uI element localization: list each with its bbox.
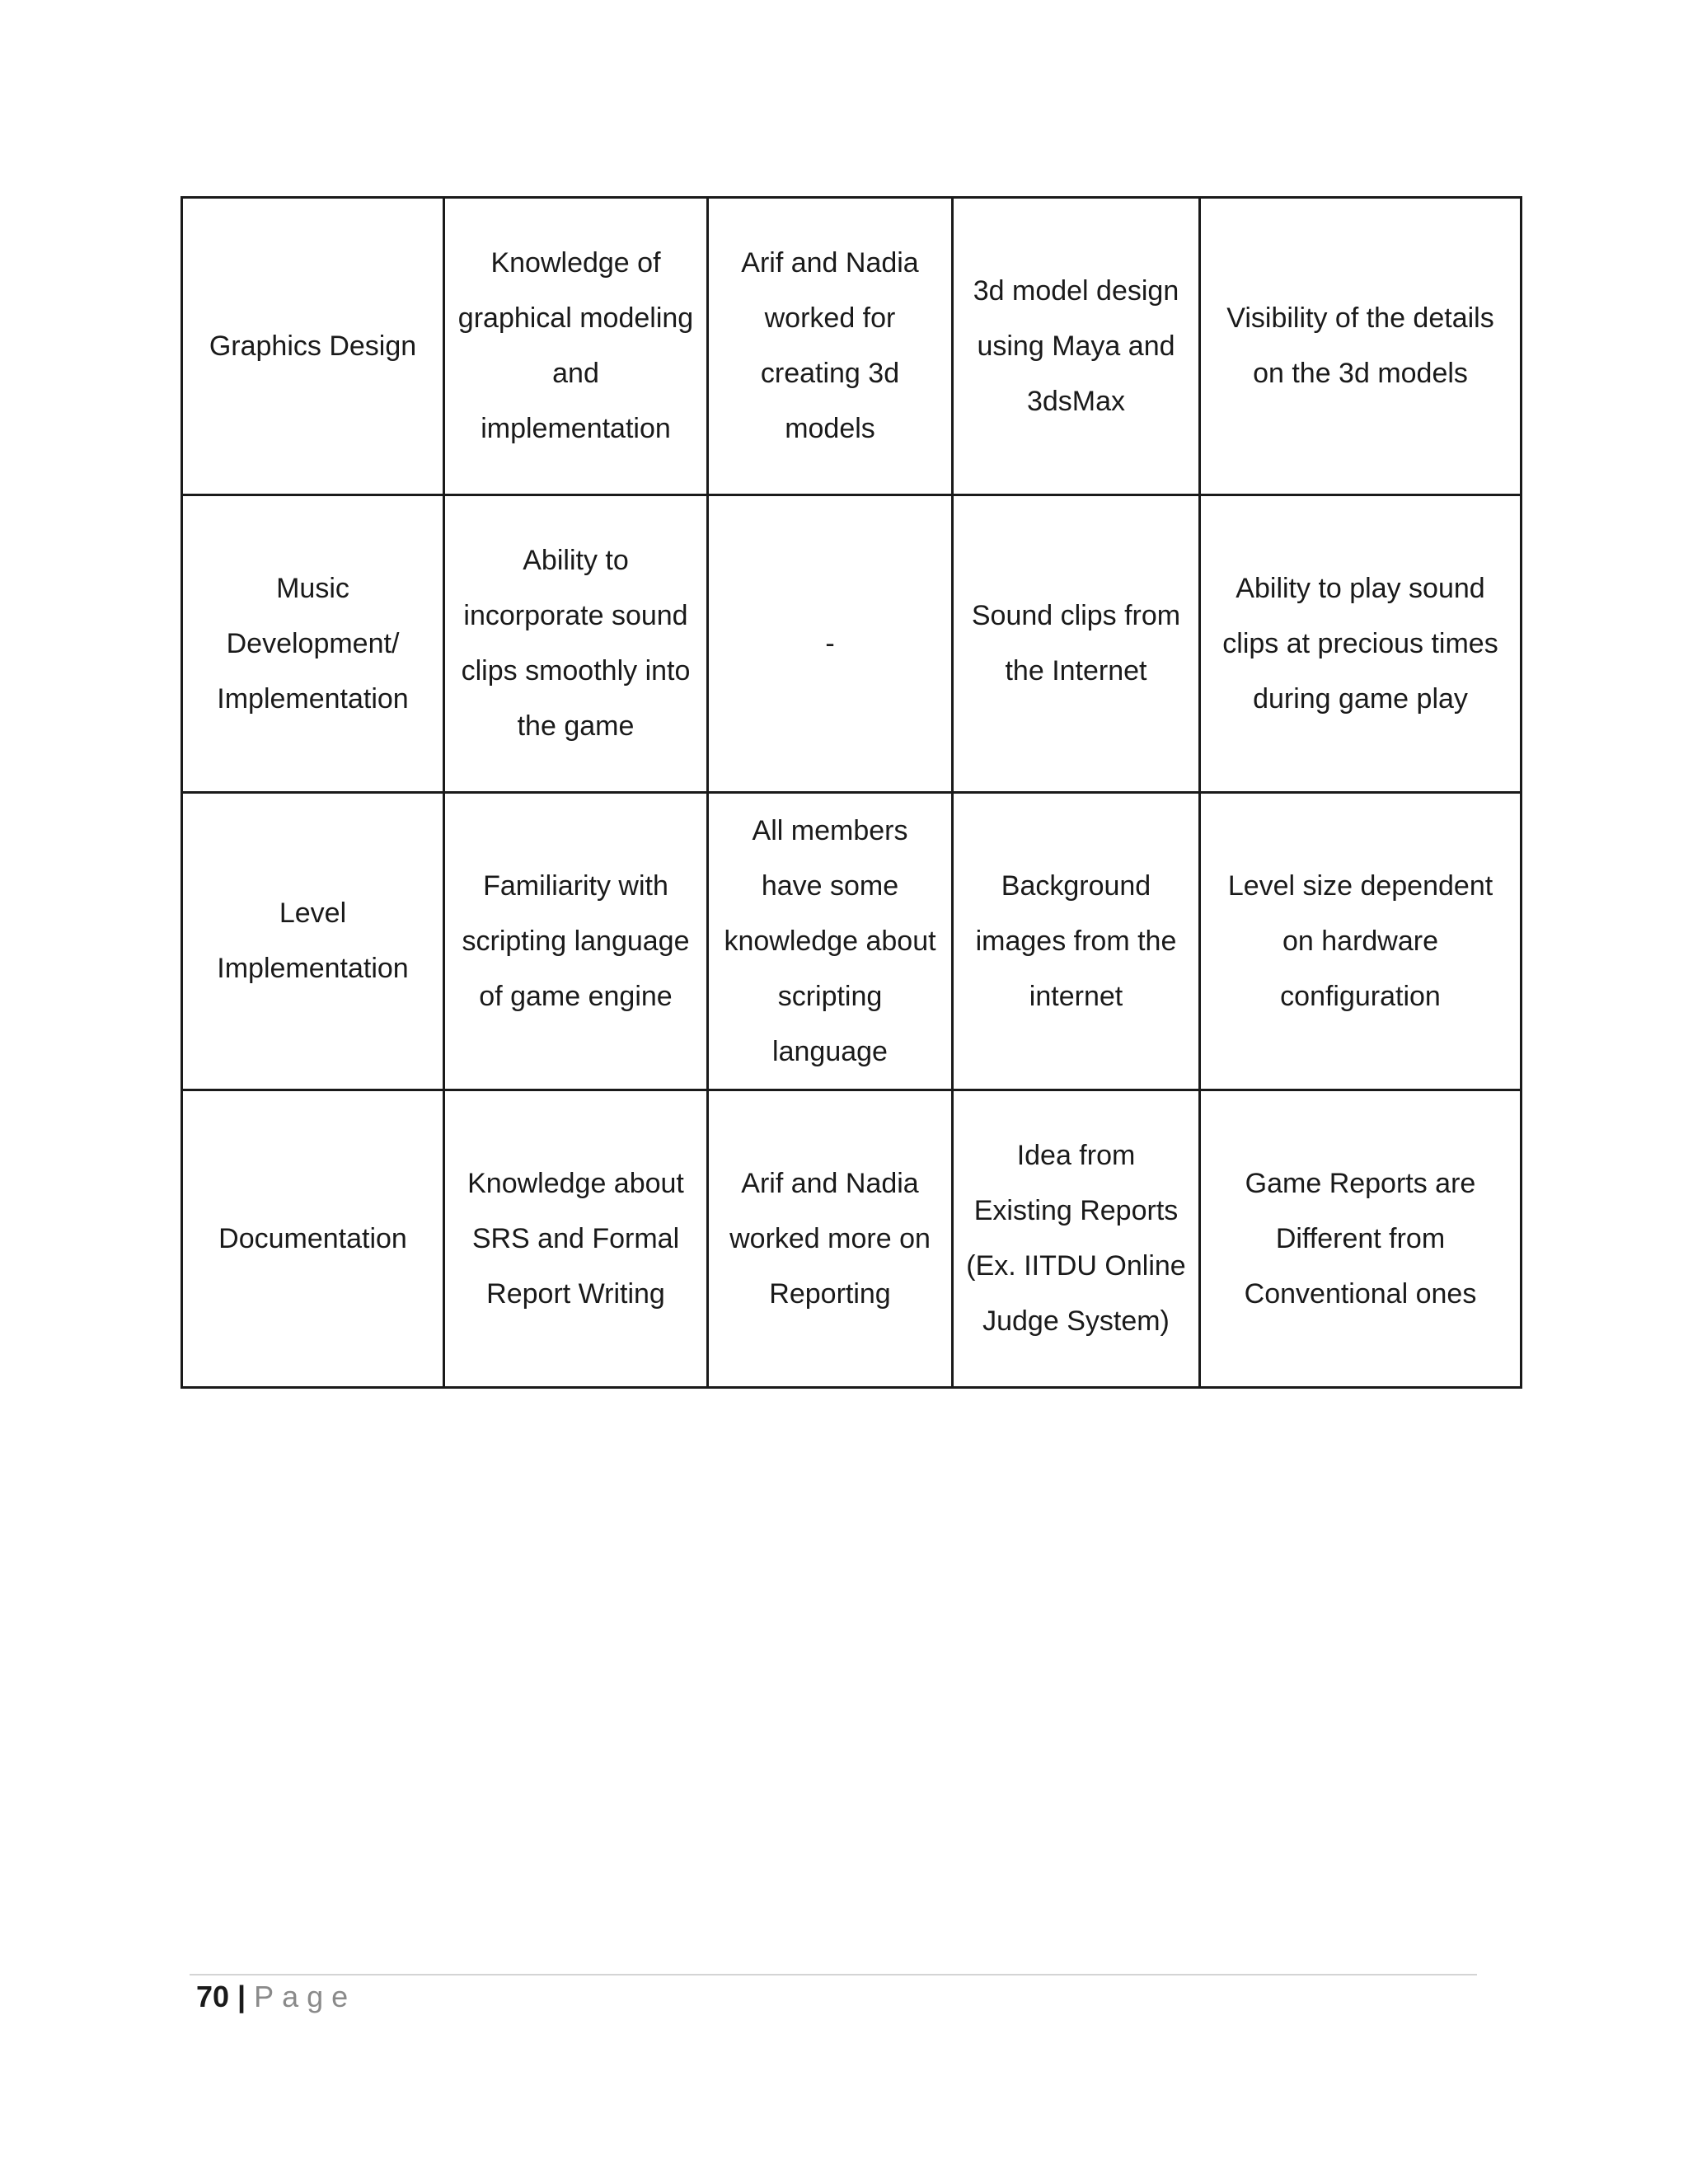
cell-text: Background images from the internet [975, 869, 1177, 1012]
table-cell [1200, 793, 1522, 1090]
page-label: Page [254, 1980, 357, 2013]
table-cell [953, 495, 1200, 793]
cell-text: 3d model design using Maya and 3dsMax [973, 274, 1179, 417]
table-cell [953, 1090, 1200, 1388]
table-cell [182, 198, 444, 495]
cell-text: - [825, 627, 835, 659]
cell-text: Music Development/ Implementation [217, 572, 409, 715]
table-cell [708, 198, 953, 495]
table-cell [1200, 495, 1522, 793]
cell-text: Knowledge of graphical modeling and implementation [457, 247, 694, 444]
table-row [182, 793, 1522, 1090]
cell-text: Level size dependent on hardware configuration [1227, 869, 1493, 1012]
table-cell [182, 495, 444, 793]
table-cell [1200, 198, 1522, 495]
page-footer [196, 1977, 356, 2017]
table-cell [182, 793, 444, 1090]
cell-text: Ability to incorporate sound clips smoothly into the game [461, 545, 691, 742]
cell-text: Documentation [218, 1222, 407, 1254]
table-cell [953, 793, 1200, 1090]
table-cell [444, 495, 708, 793]
table-cell [953, 198, 1200, 495]
cell-text: Arif and Nadia worked for creating 3d models [741, 247, 919, 444]
footer-divider [190, 1974, 1477, 1975]
page-number: 70 [196, 1980, 230, 2013]
table-cell [182, 1090, 444, 1388]
cell-text: Graphics Design [209, 330, 417, 362]
table-row [182, 198, 1522, 495]
cell-text: Sound clips from the Internet [971, 600, 1181, 687]
content-table [181, 196, 1522, 1389]
table-cell [708, 1090, 953, 1388]
cell-text: Ability to play sound clips at precious times during game play [1222, 572, 1498, 715]
cell-text: Level Implementation [217, 898, 409, 984]
cell-text: Familiarity with scripting language of game engine [462, 869, 690, 1012]
table-cell [444, 793, 708, 1090]
table-cell [708, 793, 953, 1090]
table-row [182, 495, 1522, 793]
table-cell [444, 198, 708, 495]
cell-text: Idea from Existing Reports (Ex. IITDU Online Judge System) [966, 1140, 1186, 1337]
table-cell [1200, 1090, 1522, 1388]
cell-text: Visibility of the details on the 3d models [1226, 302, 1494, 389]
cell-text: Knowledge about SRS and Formal Report Writing [467, 1167, 684, 1310]
table-cell [444, 1090, 708, 1388]
cell-text: Game Reports are Different from Conventional ones [1244, 1167, 1477, 1310]
table-cell [708, 495, 953, 793]
footer-separator: | [237, 1980, 246, 2013]
cell-text: Arif and Nadia worked more on Reporting [729, 1167, 931, 1310]
cell-text: All members have some knowledge about scripting language [724, 814, 936, 1067]
table-row [182, 1090, 1522, 1388]
